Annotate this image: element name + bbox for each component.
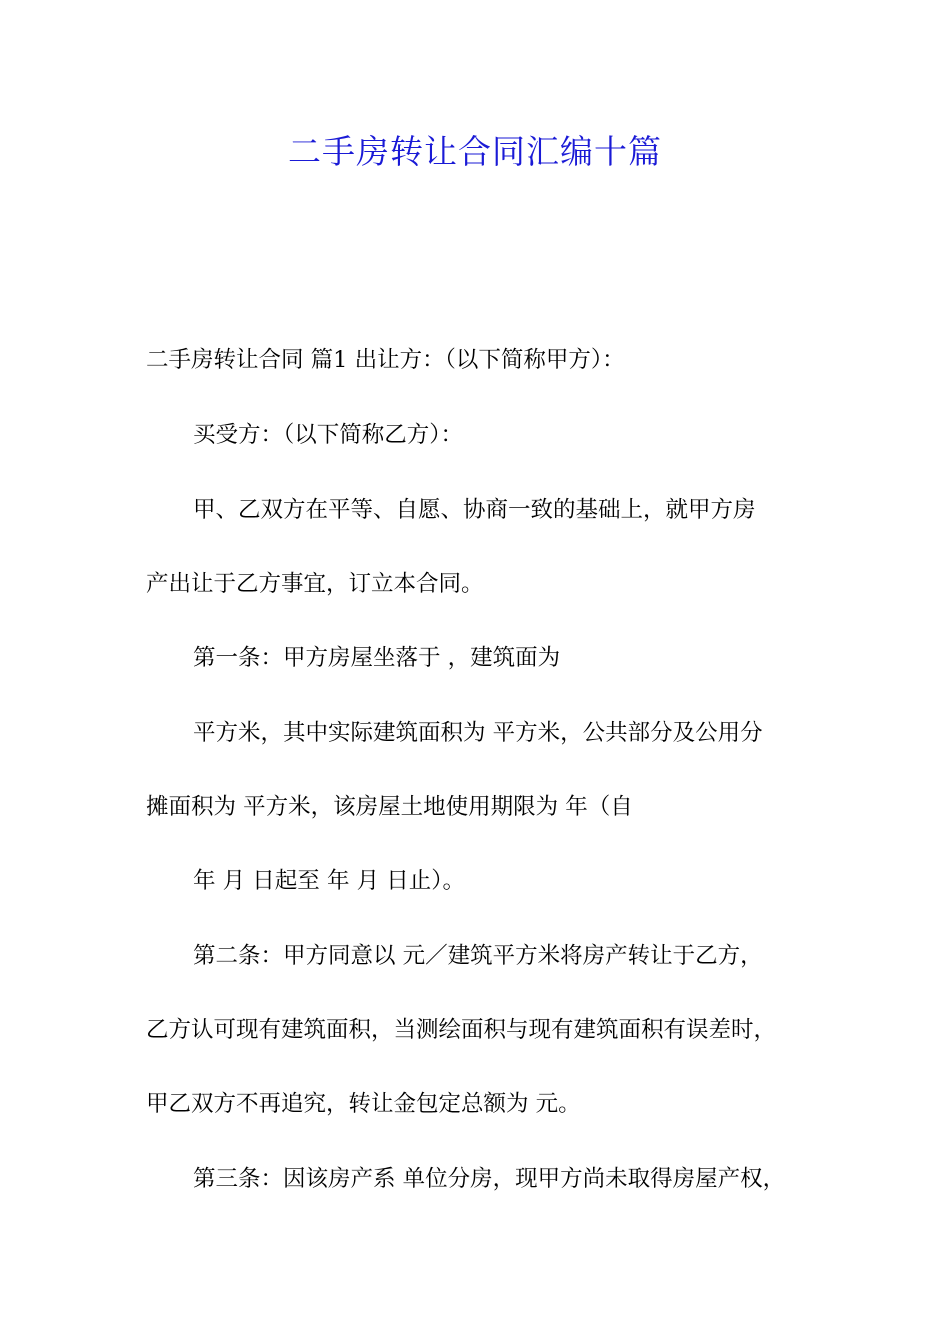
paragraph-line: 摊面积为 平方米，该房屋土地使用期限为 年（自 xyxy=(146,794,633,820)
paragraph-line: 第一条：甲方房屋坐落于 ，建筑面为 xyxy=(193,645,561,671)
document-title: 二手房转让合同汇编十篇 xyxy=(288,132,662,171)
paragraph-line: 第二条：甲方同意以 元／建筑平方米将房产转让于乙方， xyxy=(193,943,763,969)
paragraph-line: 平方米，其中实际建筑面积为 平方米，公共部分及公用分 xyxy=(193,720,763,746)
paragraph-line: 二手房转让合同 篇1 出让方：（以下简称甲方）： xyxy=(146,347,625,373)
paragraph-line: 产出让于乙方事宜，订立本合同。 xyxy=(146,571,484,597)
paragraph-line: 年 月 日起至 年 月 日止）。 xyxy=(193,868,466,894)
paragraph-line: 第三条：因该房产系 单位分房，现甲方尚未取得房屋产权， xyxy=(193,1166,786,1192)
paragraph-line: 甲、乙双方在平等、自愿、协商一致的基础上，就甲方房 xyxy=(193,497,756,523)
paragraph-line: 甲乙双方不再追究，转让金包定总额为 元。 xyxy=(146,1091,581,1117)
paragraph-line: 乙方认可现有建筑面积，当测绘面积与现有建筑面积有误差时， xyxy=(146,1017,777,1043)
paragraph-line: 买受方：（以下简称乙方）： xyxy=(193,422,464,448)
